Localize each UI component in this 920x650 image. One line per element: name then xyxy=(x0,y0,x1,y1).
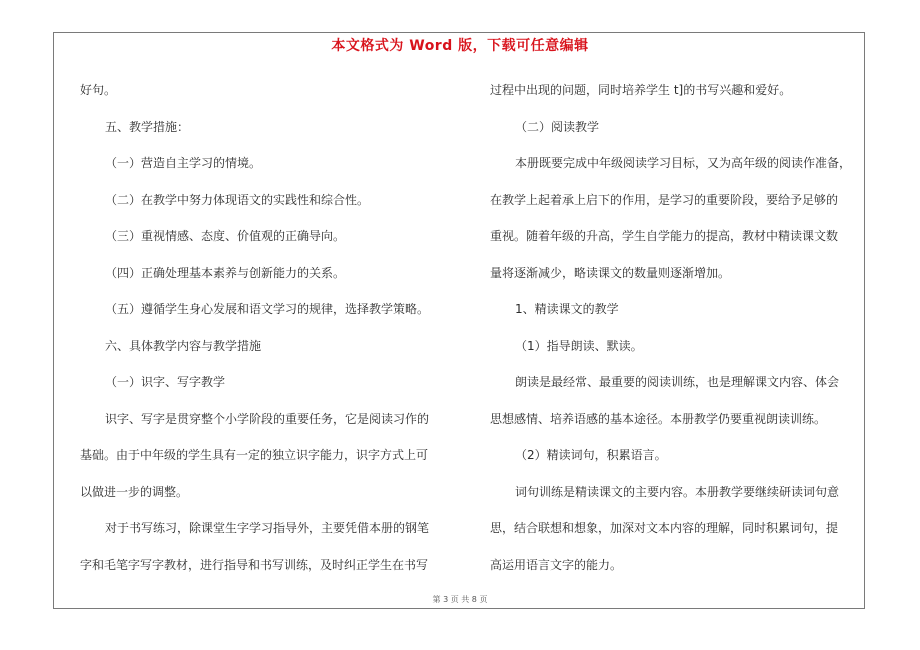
right-text-column xyxy=(490,72,860,583)
paragraph-line: 对于书写练习，除课堂生字学习指导外，主要凭借本册的钢笔 xyxy=(105,521,430,535)
paragraph-line: 字和毛笔字写字教材，进行指导和书写训练，及时纠正学生在书写 xyxy=(80,557,429,572)
paragraph-line: （五）遵循学生身心发展和语文学习的规律，选择教学策略。 xyxy=(105,302,430,316)
paragraph-line: 量将逐渐减少，略读课文的数量则逐渐增加。 xyxy=(490,265,731,280)
paragraph-line: 1、精读课文的教学 xyxy=(515,302,619,316)
paragraph-line: 高运用语言文字的能力。 xyxy=(490,557,623,572)
paragraph-line: 朗读是最经常、最重要的阅读训练，也是理解课文内容、体会 xyxy=(515,375,840,389)
paragraph-line: 五、教学措施： xyxy=(105,119,190,134)
paragraph-line: 词句训练是精读课文的主要内容。本册教学要继续研读词句意 xyxy=(515,484,840,499)
paragraph-line: （一）营造自主学习的情境。 xyxy=(105,156,262,170)
word-format-banner: 本文格式为 Word 版，下载可任意编辑 xyxy=(331,38,589,54)
paragraph-line: 本册既要完成中年级阅读学习目标，又为高年级的阅读作准备， xyxy=(515,156,852,170)
paragraph-line: 好句。 xyxy=(80,83,117,97)
paragraph-line: 思想感情、培养语感的基本途径。本册教学仍要重视朗读训练。 xyxy=(490,411,827,426)
paragraph-line: （四）正确处理基本素养与创新能力的关系。 xyxy=(105,265,346,280)
paragraph-line: 六、具体教学内容与教学措施 xyxy=(105,338,262,353)
paragraph-line: （二）在教学中努力体现语文的实践性和综合性。 xyxy=(105,192,370,207)
paragraph-line: （三）重视情感、态度、价值观的正确导向。 xyxy=(105,229,346,243)
paragraph-line: 以做进一步的调整。 xyxy=(80,484,189,499)
paragraph-line: 重视。随着年级的升高，学生自学能力的提高，教材中精读课文数 xyxy=(490,229,839,243)
left-text-column xyxy=(80,72,442,583)
paragraph-line: 过程中出现的问题，同时培养学生 t]的书写兴趣和爱好。 xyxy=(490,83,792,97)
paragraph-line: 识字、写字是贯穿整个小学阶段的重要任务，它是阅读习作的 xyxy=(105,411,430,426)
paragraph-line: （一）识字、写字教学 xyxy=(105,375,226,389)
paragraph-line: 在教学上起着承上启下的作用，是学习的重要阶段，要给予足够的 xyxy=(490,192,839,207)
paragraph-line: 思，结合联想和想象，加深对文本内容的理解，同时积累词句，提 xyxy=(490,521,839,535)
paragraph-line: （二）阅读教学 xyxy=(515,119,600,134)
page-number: 第 3 页 共 8 页 xyxy=(432,595,488,604)
paragraph-line: （2）精读词句，积累语言。 xyxy=(515,448,667,462)
paragraph-line: 基础。由于中年级的学生具有一定的独立识字能力，识字方式上可 xyxy=(80,448,429,462)
paragraph-line: （1）指导朗读、默读。 xyxy=(515,338,643,353)
